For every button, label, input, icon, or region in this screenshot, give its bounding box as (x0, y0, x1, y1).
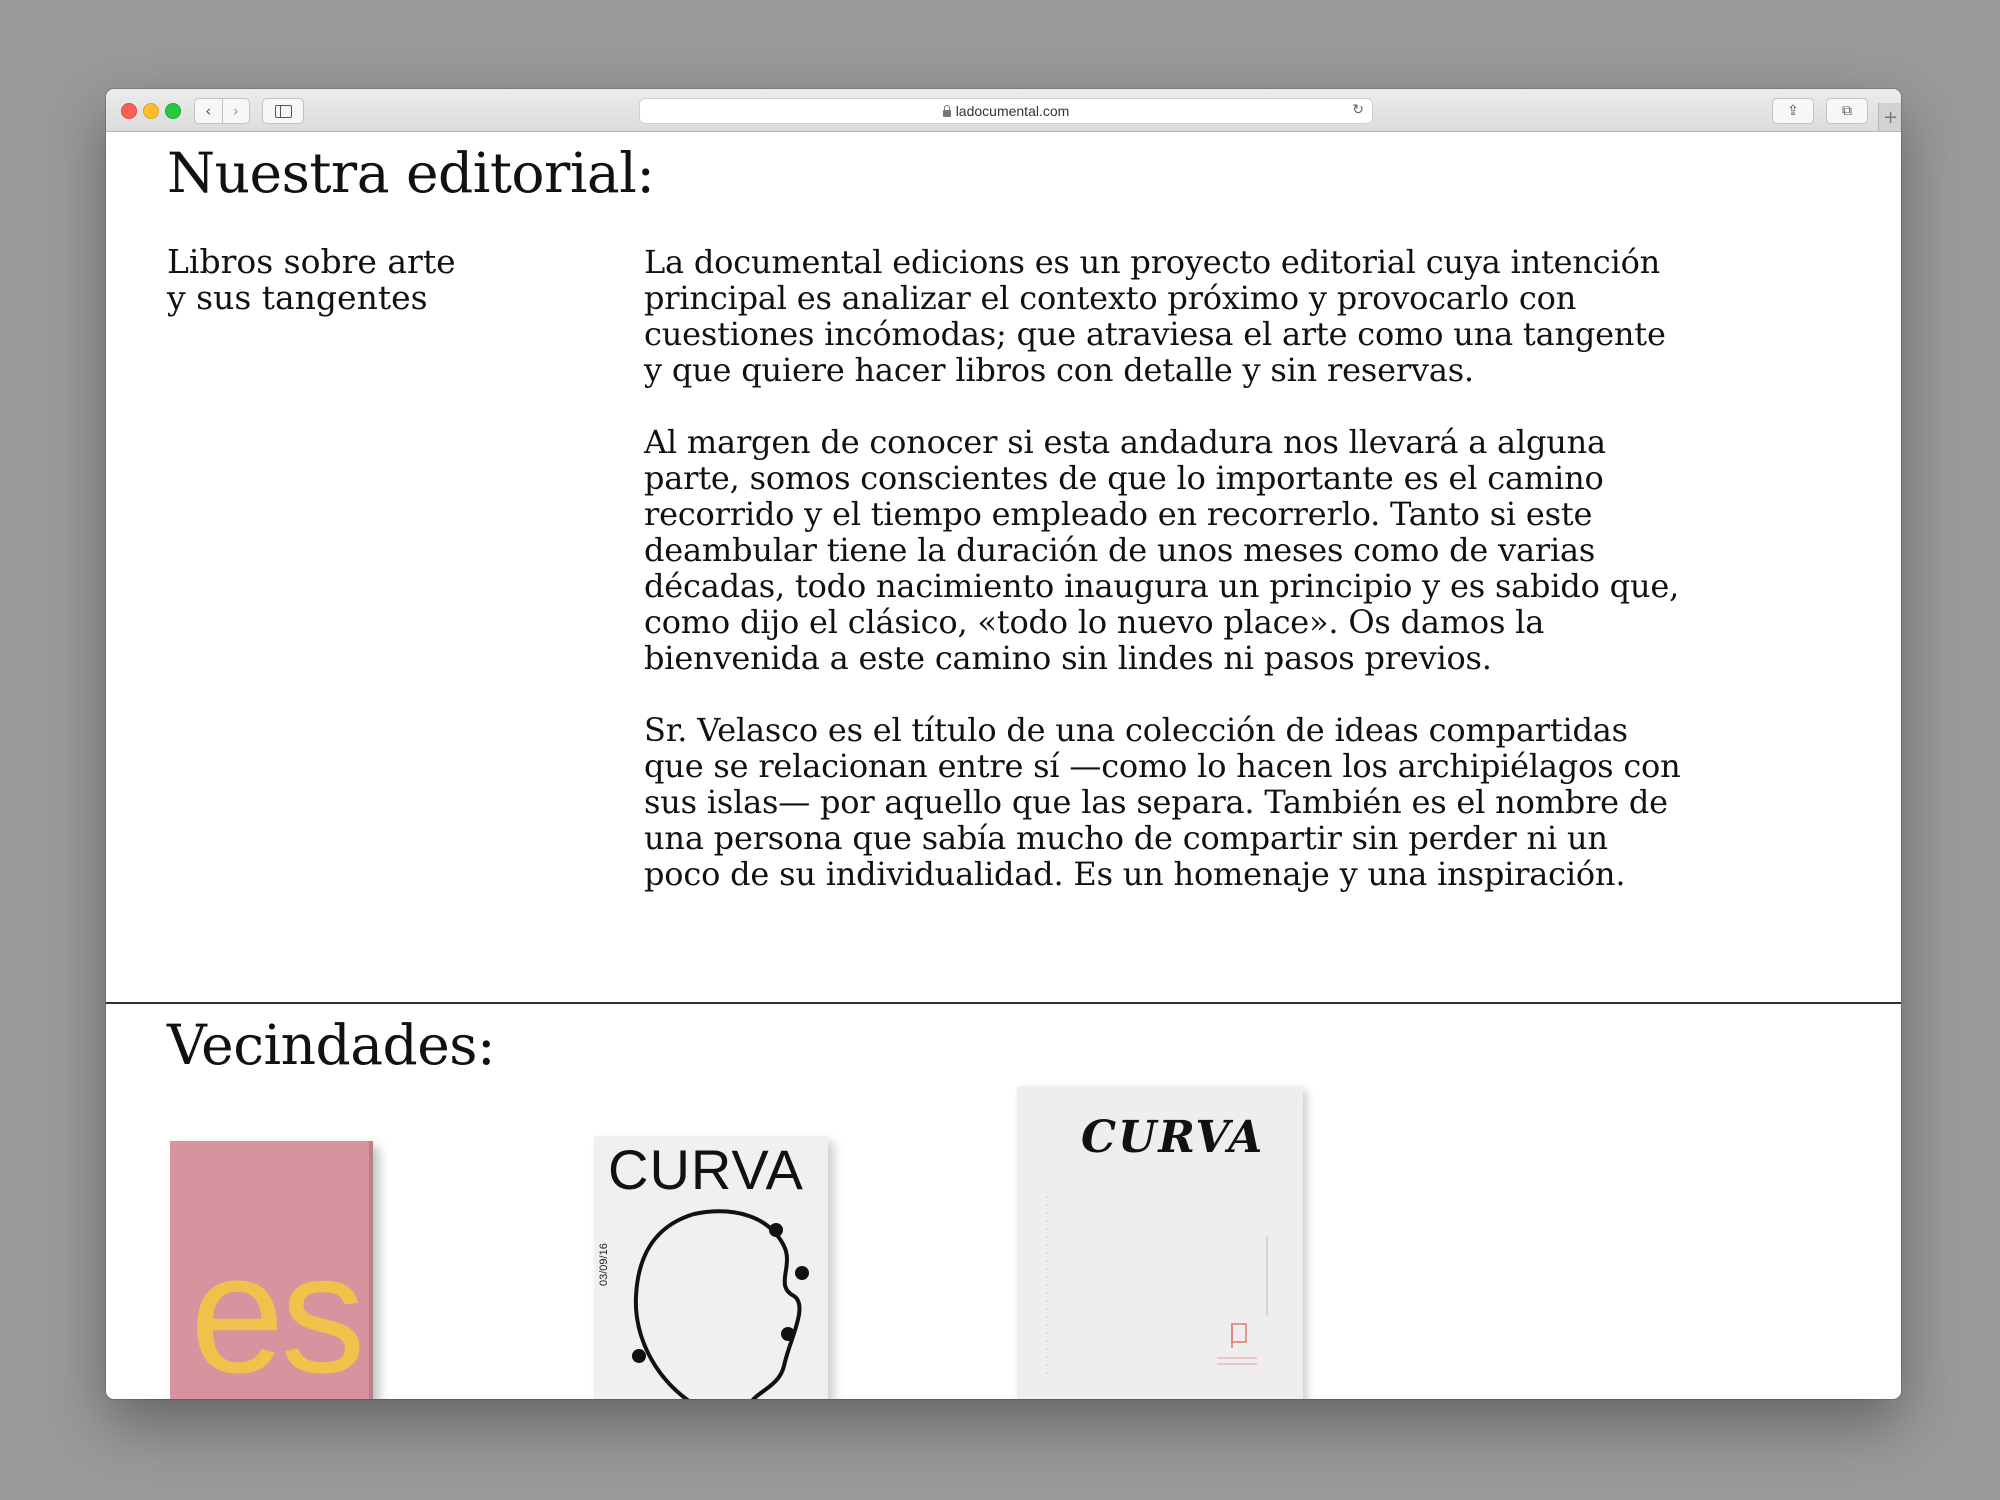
address-bar[interactable] (639, 98, 1373, 124)
sidebar-icon (275, 105, 292, 118)
cover-details (1017, 1086, 1303, 1399)
editorial-paragraph-3: Sr. Velasco es el título de una colección de ideas compartidas que se relacionan entre sí —como lo hacen los archipiélagos con sus islas— por aquello que las separa. También es el nombre de una persona que sabía mucho de compartir sin perder ni un poco de su individualidad. Es un homenaje y una inspiración. (644, 711, 1681, 893)
new-tab-button[interactable]: + (1878, 103, 1901, 131)
editorial-title: Nuestra editorial: (167, 141, 655, 205)
maximize-window-button[interactable] (165, 103, 181, 119)
show-tabs-button[interactable]: ⧉ (1826, 98, 1868, 124)
close-window-button[interactable] (121, 103, 137, 119)
vecindades-title: Vecindades: (167, 1013, 496, 1077)
book-cover-curva-blackletter[interactable] (1017, 1086, 1303, 1399)
tagline-line-1: Libros sobre arte (167, 242, 456, 281)
curva-dot (632, 1349, 646, 1363)
forward-button[interactable]: › (222, 99, 250, 123)
editorial-paragraph-2: Al margen de conocer si esta andadura nos llevará a alguna parte, somos conscientes de que lo importante es el camino recorrido y el tiempo empleado en recorrerlo. Tanto si este deambular tiene la duración de unos meses como de varias décadas, todo nacimiento inaugura un principio y es sabido que, como dijo el clásico, «todo lo nuevo place». Os damos la bienvenida a este camino sin lindes ni pasos previos. (644, 423, 1680, 677)
curva-drawing (594, 1136, 828, 1399)
editorial-paragraph-1: La documental edicions es un proyecto editorial cuya intención principal es analizar el contexto próximo y provocarlo con cuestiones incómodas; que atraviesa el arte como una tangente y que quiere hacer libros con detalle y sin reservas. (644, 243, 1666, 389)
book-spine (369, 1141, 373, 1399)
page-content (106, 132, 1901, 1399)
sidebar-toggle-button[interactable] (262, 98, 304, 124)
cover-curva-date: 03/09/16 (598, 1243, 610, 1286)
url-text: ladocumental.com (955, 103, 1070, 119)
section-divider (106, 1002, 1901, 1004)
back-button[interactable]: ‹ (205, 102, 212, 120)
reload-button[interactable]: ↻ (1352, 102, 1364, 118)
minimize-window-button[interactable] (143, 103, 159, 119)
browser-toolbar (106, 89, 1901, 132)
curva-dot (781, 1327, 795, 1341)
cover-es-text: es (190, 1219, 362, 1399)
curva-dot (769, 1223, 783, 1237)
editorial-tagline (167, 244, 456, 316)
browser-window (106, 89, 1901, 1399)
book-cover-es[interactable] (170, 1141, 373, 1399)
cover-gothic-title: CURVA (1081, 1112, 1265, 1163)
cover-curva-title: CURVA (608, 1138, 804, 1201)
editorial-body (644, 244, 1684, 928)
history-nav (194, 98, 250, 124)
lock-icon (943, 110, 951, 117)
book-cover-curva[interactable] (594, 1136, 828, 1399)
share-button[interactable]: ⇪ (1772, 98, 1814, 124)
tagline-line-2: y sus tangentes (167, 278, 428, 317)
curva-dot (795, 1266, 809, 1280)
